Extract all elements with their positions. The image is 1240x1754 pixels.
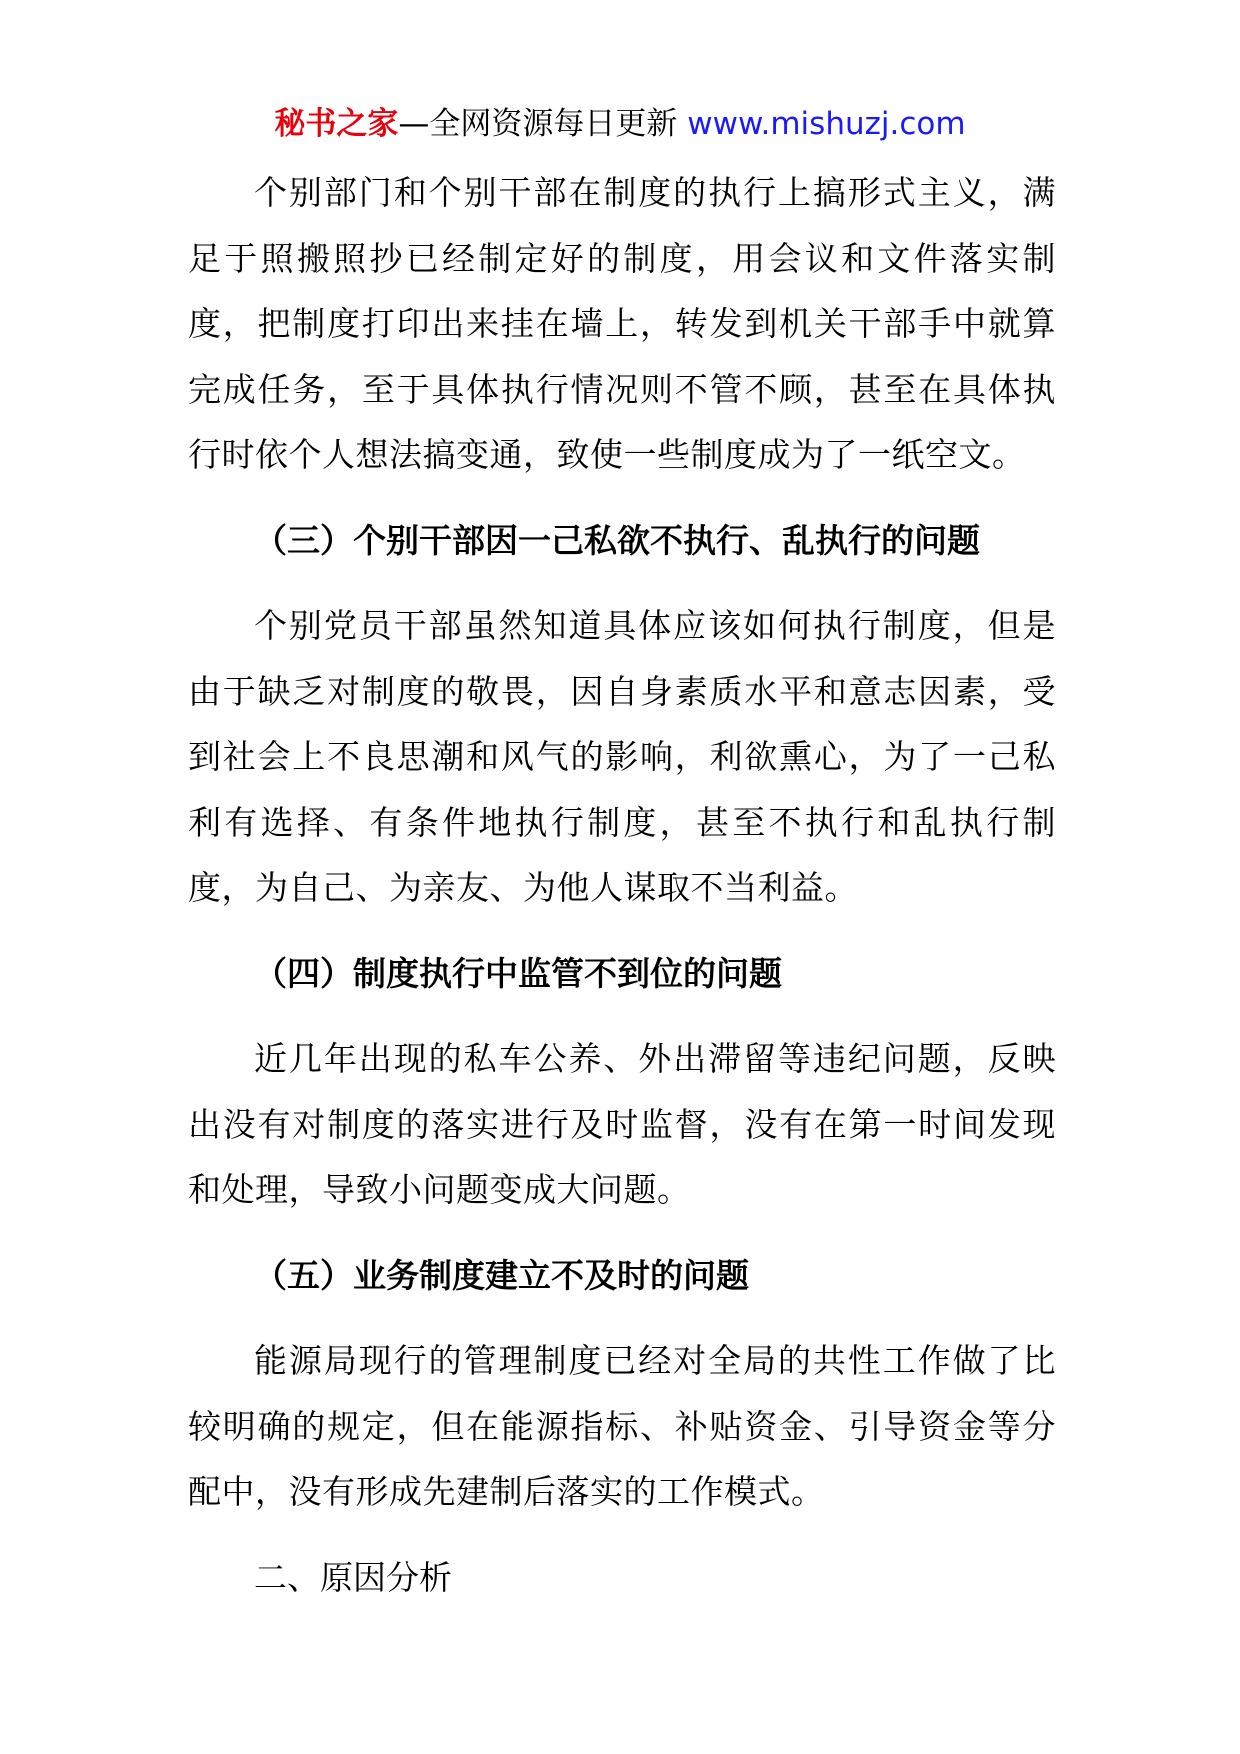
paragraph-energy-bureau: 能源局现行的管理制度已经对全局的共性工作做了比较明确的规定，但在能源指标、补贴资金、引导资金等分配中，没有形成先建制后落实的工作模式。 <box>188 1341 1056 1511</box>
header-tagline: —全网资源每日更新 <box>398 106 678 142</box>
document-body <box>188 160 1056 1610</box>
section-title-cause-analysis: 二、原因分析 <box>254 1557 452 1597</box>
watermark-header <box>0 100 1240 148</box>
paragraph-supervision: 近几年出现的私车公养、外出滞留等违纪问题，反映出没有对制度的落实进行及时监督，没有在第一时间发现和处理，导致小问题变成大问题。 <box>188 1039 1056 1209</box>
heading-section-4: （四）制度执行中监管不到位的问题 <box>254 953 782 993</box>
brand-name: 秘书之家 <box>274 106 399 142</box>
heading-section-3: （三）个别干部因一己私欲不执行、乱执行的问题 <box>254 520 980 560</box>
heading-section-5: （五）业务制度建立不及时的问题 <box>254 1255 749 1295</box>
header-url-link[interactable]: www.mishuzj.com <box>687 106 966 142</box>
paragraph-formalism: 个别部门和个别干部在制度的执行上搞形式主义，满足于照搬照抄已经制定好的制度，用会议和文件落实制度，把制度打印出来挂在墙上，转发到机关干部手中就算完成任务，至于具体执行情况则不管不顾，甚至在具体执行时依个人想法搞变通，致使一些制度成为了一纸空文。 <box>188 173 1056 474</box>
paragraph-self-interest: 个别党员干部虽然知道具体应该如何执行制度，但是由于缺乏对制度的敬畏，因自身素质水平和意志因素，受到社会上不良思潮和风气的影响，利欲熏心，为了一己私利有选择、有条件地执行制度，甚至不执行和乱执行制度，为自己、为亲友、为他人谋取不当利益。 <box>188 606 1056 907</box>
